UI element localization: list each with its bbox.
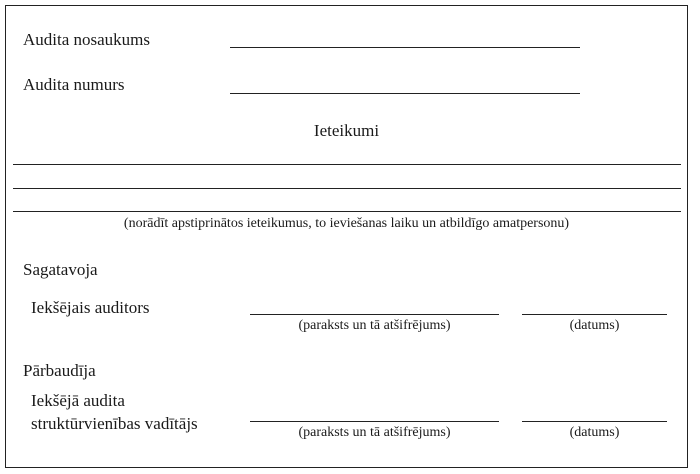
prepared-signature-caption: (paraksts un tā atšifrējums)	[298, 318, 451, 333]
prepared-role: Iekšējais auditors	[31, 298, 150, 317]
audit-name-label: Audita nosaukums	[23, 30, 151, 49]
reviewed-role-line1: Iekšējā audita	[31, 391, 125, 410]
recommendation-line-3[interactable]	[13, 211, 681, 212]
prepared-signature-field[interactable]	[250, 314, 499, 315]
recommendation-line-1[interactable]	[13, 164, 681, 165]
prepared-date-caption: (datums)	[569, 318, 620, 333]
recommendation-line-2[interactable]	[13, 188, 681, 189]
reviewed-signature-caption: (paraksts un tā atšifrējums)	[298, 425, 451, 440]
reviewed-heading: Pārbaudīja	[23, 361, 96, 380]
reviewed-role-line2: struktūrvienības vadītājs	[31, 414, 198, 433]
recommendations-note: (norādīt apstiprinātos ieteikumus, to ieviešanas laiku un atbildīgo amatpersonu)	[123, 216, 570, 231]
audit-number-label: Audita numurs	[23, 75, 125, 94]
reviewed-date-field[interactable]	[522, 421, 667, 422]
audit-name-field[interactable]	[230, 47, 580, 48]
recommendations-title: Ieteikumi	[313, 121, 380, 140]
prepared-heading: Sagatavoja	[23, 260, 98, 279]
reviewed-date-caption: (datums)	[569, 425, 620, 440]
prepared-date-field[interactable]	[522, 314, 667, 315]
audit-number-field[interactable]	[230, 93, 580, 94]
reviewed-signature-field[interactable]	[250, 421, 499, 422]
